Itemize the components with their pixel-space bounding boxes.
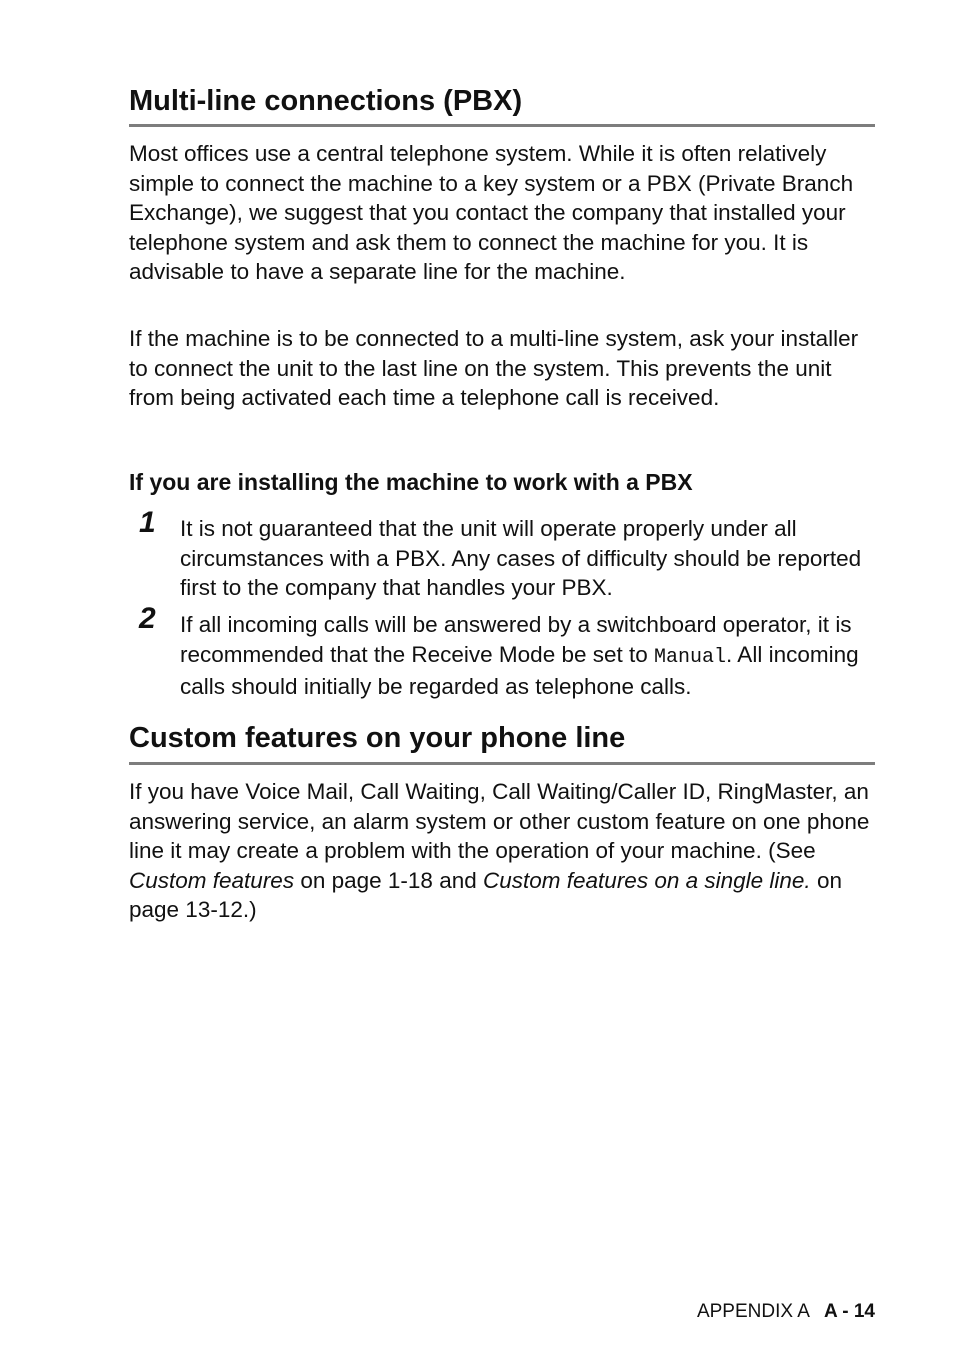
section-rule <box>129 124 875 127</box>
paragraph-custom-features <box>129 777 875 925</box>
step-item <box>129 506 875 603</box>
section-title-custom-features: Custom features on your phone line <box>129 722 626 754</box>
step-item <box>129 602 878 702</box>
section-title-pbx: Multi-line connections (PBX) <box>129 85 523 117</box>
paragraph-multiline: If the machine is to be connected to a multi-line system, ask your installer to connect the unit to the last line on the system. This prevents the unit from being activated each time a telephone call is received. <box>129 326 859 411</box>
single-line-reference[interactable]: Custom features on a single line. <box>483 867 811 893</box>
page-footer <box>697 1300 875 1324</box>
custom-text-after: on page 13-12.) <box>129 867 842 923</box>
custom-features-reference[interactable]: Custom features <box>129 867 295 893</box>
receive-mode-code: Manual <box>654 645 727 669</box>
step-text: It is not guaranteed that the unit will operate properly under all circumstances with a PBX. Any cases of difficulty should be reported first to the company that handles your PBX. <box>180 516 862 601</box>
step-text <box>180 610 878 702</box>
footer-page-number: A - 14 <box>823 1301 875 1322</box>
step-text-before: If all incoming calls will be answered by a switchboard operator, it is recommended that the Receive Mode be set to <box>180 612 852 667</box>
subsection-title-pbx-install: If you are installing the machine to work with a PBX <box>129 469 693 495</box>
custom-text-before: If you have Voice Mail, Call Waiting, Call Waiting/Caller ID, RingMaster, an answering service, an alarm system or other custom feature on one phone line it may create a problem with the operation of your machine. (See <box>129 779 870 864</box>
paragraph-pbx-intro: Most offices use a central telephone system. While it is often relatively simple to connect the machine to a key system or a PBX (Private Branch Exchange), we suggest that you contact the company that installed your telephone system and ask them to connect the machine for you. It is advisable to have a separate line for the machine. <box>129 141 854 285</box>
section-rule <box>129 762 875 765</box>
step-number: 1 <box>139 506 156 539</box>
step-number: 2 <box>139 602 156 635</box>
footer-section-label: APPENDIX A <box>696 1301 810 1322</box>
custom-text-mid: on page 1-18 and <box>294 867 483 893</box>
step-text-after: . All incoming calls should initially be regarded as telephone calls. <box>180 641 859 700</box>
